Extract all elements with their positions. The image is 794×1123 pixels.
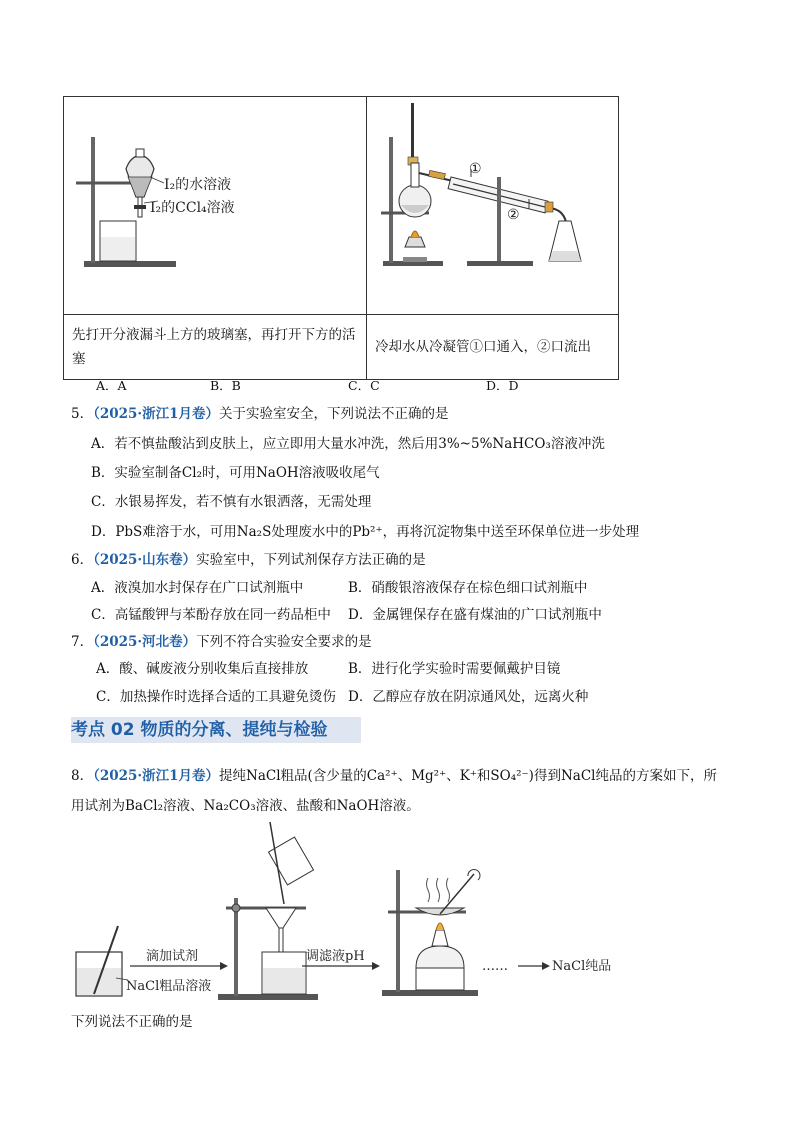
q7-option-d: D．乙醇应存放在阴凉通风处，远离火种 xyxy=(348,689,589,705)
q7-number: 7． xyxy=(71,634,94,650)
q8-source: （2025·浙江1月卷） xyxy=(93,768,220,784)
q8-text-1: 提纯NaCl粗品(含少量的Ca²⁺、Mg²⁺、K⁺和SO₄²⁻)得到NaCl纯品的方案如下，所 xyxy=(219,768,717,784)
section-title: 考点 02 物质的分离、提纯与检验 xyxy=(71,717,361,743)
separatory-funnel-diagram xyxy=(64,97,366,310)
q5-option-b: B．实验室制备Cl₂时，可用NaOH溶液吸收尾气 xyxy=(91,465,380,481)
q4-option-a: A．A xyxy=(96,378,127,393)
purification-process-diagram xyxy=(70,818,650,1008)
q7-stem xyxy=(71,630,372,650)
label-port-one: ① xyxy=(469,161,482,177)
q5-option-c: C．水银易挥发，若不慎有水银洒落，无需处理 xyxy=(91,494,372,510)
q6-option-b: B．硝酸银溶液保存在棕色细口试剂瓶中 xyxy=(348,580,588,596)
q7-option-c: C．加热操作时选择合适的工具避免烫伤 xyxy=(96,689,336,705)
q6-stem xyxy=(71,548,426,568)
label-aqueous-iodine: I₂的水溶液 xyxy=(164,177,232,193)
q8-stem-line1 xyxy=(71,764,717,784)
q5-option-a: A．若不慎盐酸沾到皮肤上，应立即用大量水冲洗，然后用3%~5%NaHCO₃溶液冲洗 xyxy=(91,436,605,452)
distillation-cell xyxy=(367,97,619,315)
label-add-reagent: 滴加试剂 xyxy=(146,949,199,964)
q5-stem xyxy=(71,402,449,422)
apparatus-table xyxy=(63,96,619,380)
q6-option-c: C．高锰酸钾与苯酚存放在同一药品柜中 xyxy=(91,607,331,623)
right-caption: 冷却水从冷凝管①口通入，②口流出 xyxy=(367,315,619,380)
q8-number: 8． xyxy=(71,768,94,784)
distillation-diagram xyxy=(367,97,618,310)
q6-option-a: A．液溴加水封保存在广口试剂瓶中 xyxy=(91,580,304,596)
q4-option-d: D．D xyxy=(486,378,519,393)
left-caption: 先打开分液漏斗上方的玻璃塞，再打开下方的活塞 xyxy=(64,315,367,380)
q7-source: （2025·河北卷） xyxy=(93,634,197,650)
separatory-funnel-cell xyxy=(64,97,367,315)
q5-option-d: D．PbS难溶于水，可用Na₂S处理废水中的Pb²⁺，再将沉淀物集中送至环保单位进一步处理 xyxy=(91,524,640,540)
q6-option-d: D．金属锂保存在盛有煤油的广口试剂瓶中 xyxy=(348,607,602,623)
q5-text: 关于实验室安全，下列说法不正确的是 xyxy=(219,406,449,422)
label-pure-nacl: NaCl纯品 xyxy=(552,959,612,974)
q5-source: （2025·浙江1月卷） xyxy=(93,406,220,422)
q5-number: 5． xyxy=(71,406,94,422)
q6-text: 实验室中，下列试剂保存方法正确的是 xyxy=(196,552,426,568)
q7-option-a: A．酸、碱废液分别收集后直接排放 xyxy=(96,661,309,677)
q6-source: （2025·山东卷） xyxy=(93,552,197,568)
q4-option-b: B．B xyxy=(210,378,241,393)
label-ccl4-iodine: I₂的CCl₄溶液 xyxy=(150,200,235,216)
label-ellipsis: …… xyxy=(482,959,508,974)
label-crude-nacl: NaCl粗品溶液 xyxy=(126,979,212,994)
label-port-two: ② xyxy=(507,207,520,223)
label-adjust-ph: 调滤液pH xyxy=(306,949,365,964)
q8-question: 下列说法不正确的是 xyxy=(71,1014,193,1030)
q8-stem-line2: 用试剂为BaCl₂溶液、Na₂CO₃溶液、盐酸和NaOH溶液。 xyxy=(71,798,420,814)
q7-option-b: B．进行化学实验时需要佩戴护目镜 xyxy=(348,661,561,677)
q7-text: 下列不符合实验安全要求的是 xyxy=(196,634,372,650)
q6-number: 6． xyxy=(71,552,94,568)
q4-option-c: C．C xyxy=(348,378,380,393)
